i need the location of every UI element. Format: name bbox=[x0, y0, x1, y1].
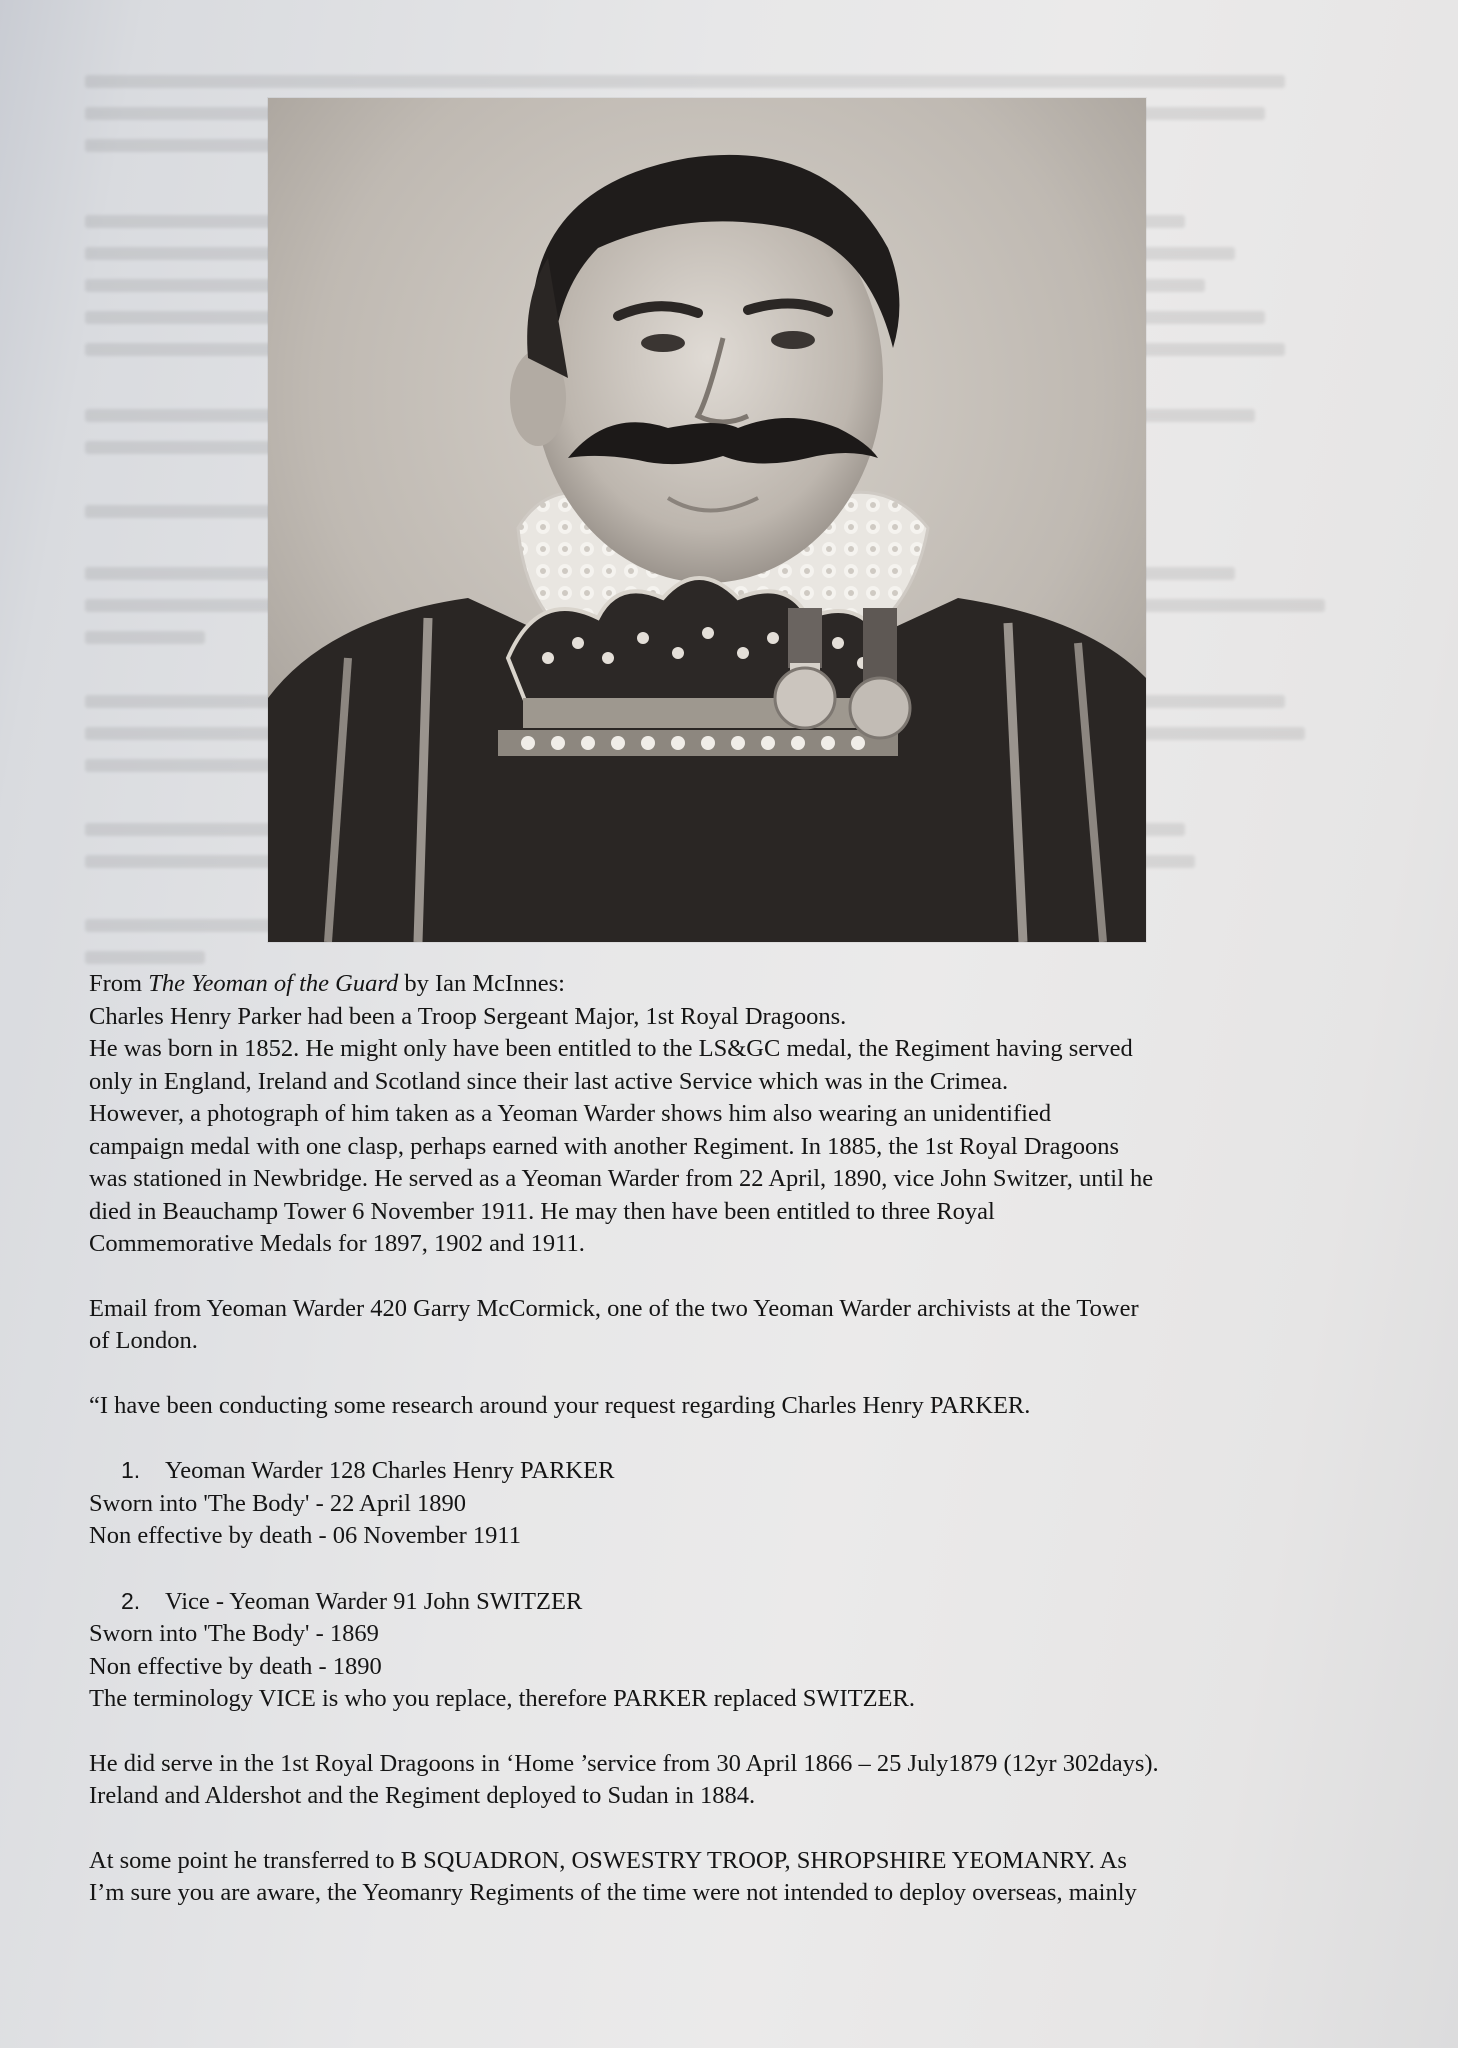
service-line: He did serve in the 1st Royal Dragoons in ‘Home ’service from 30 April 1866 – 25 July1879 (12yr 302days). bbox=[89, 1749, 1159, 1777]
bio-line: only in England, Ireland and Scotland since their last active Service which was in the Crimea. bbox=[89, 1067, 1009, 1095]
bio-line: However, a photograph of him taken as a Yeoman Warder shows him also wearing an unidentified bbox=[89, 1100, 1052, 1127]
bio-line: campaign medal with one clasp, perhaps earned with another Regiment. In 1885, the 1st Royal Dragoons bbox=[89, 1132, 1120, 1160]
document-text bbox=[89, 968, 1359, 1910]
list-item-2-heading bbox=[89, 1585, 1359, 1619]
list-item-2-line: Non effective by death - 1890 bbox=[89, 1652, 382, 1680]
citation-line bbox=[89, 968, 1359, 1001]
list-item-2-line: Sworn into 'The Body' - 1869 bbox=[89, 1620, 379, 1647]
bio-line: died in Beauchamp Tower 6 November 1911. He may then have been entitled to three Royal bbox=[89, 1197, 995, 1225]
list-number: 2. bbox=[121, 1587, 141, 1614]
list-heading: Yeoman Warder 128 Charles Henry PARKER bbox=[165, 1457, 615, 1484]
list-item-1-line: Non effective by death - 06 November 1911 bbox=[89, 1522, 522, 1549]
bio-line: Charles Henry Parker had been a Troop Sergeant Major, 1st Royal Dragoons. bbox=[89, 1002, 847, 1030]
yeomanry-line: I’m sure you are aware, the Yeomanry Regiments of the time were not intended to deploy overseas, mainly bbox=[89, 1879, 1137, 1906]
citation-suffix: by Ian McInnes: bbox=[398, 970, 565, 997]
email-intro-line: of London. bbox=[89, 1327, 198, 1354]
list-heading: Vice - Yeoman Warder 91 John SWITZER bbox=[165, 1587, 583, 1615]
yeomanry-line: At some point he transferred to B SQUADRON, OSWESTRY TROOP, SHROPSHIRE YEOMANRY. As bbox=[89, 1846, 1127, 1874]
list-number: 1. bbox=[121, 1457, 141, 1483]
bio-line: was stationed in Newbridge. He served as a Yeoman Warder from 22 April, 1890, vice John Switzer, until he bbox=[89, 1165, 1154, 1192]
citation-prefix: From bbox=[89, 970, 149, 997]
service-line: Ireland and Aldershot and the Regiment deployed to Sudan in 1884. bbox=[89, 1782, 756, 1809]
list-item-2-line: The terminology VICE is who you replace, therefore PARKER replaced SWITZER. bbox=[89, 1685, 915, 1712]
portrait-photo bbox=[268, 98, 1146, 942]
portrait-illustration bbox=[268, 98, 1146, 942]
list-item-1-line: Sworn into 'The Body' - 22 April 1890 bbox=[89, 1489, 466, 1517]
list-item-1-heading bbox=[89, 1454, 1359, 1488]
bio-line: He was born in 1852. He might only have been entitled to the LS&GC medal, the Regiment having served bbox=[89, 1035, 1133, 1062]
bio-line: Commemorative Medals for 1897, 1902 and 1911. bbox=[89, 1230, 585, 1257]
book-title: The Yeoman of the Guard bbox=[148, 970, 399, 997]
quote-opening: “I have been conducting some research around your request regarding Charles Henry PARKER. bbox=[89, 1391, 1031, 1419]
email-intro-line: Email from Yeoman Warder 420 Garry McCormick, one of the two Yeoman Warder archivists at the Tower bbox=[89, 1294, 1139, 1322]
